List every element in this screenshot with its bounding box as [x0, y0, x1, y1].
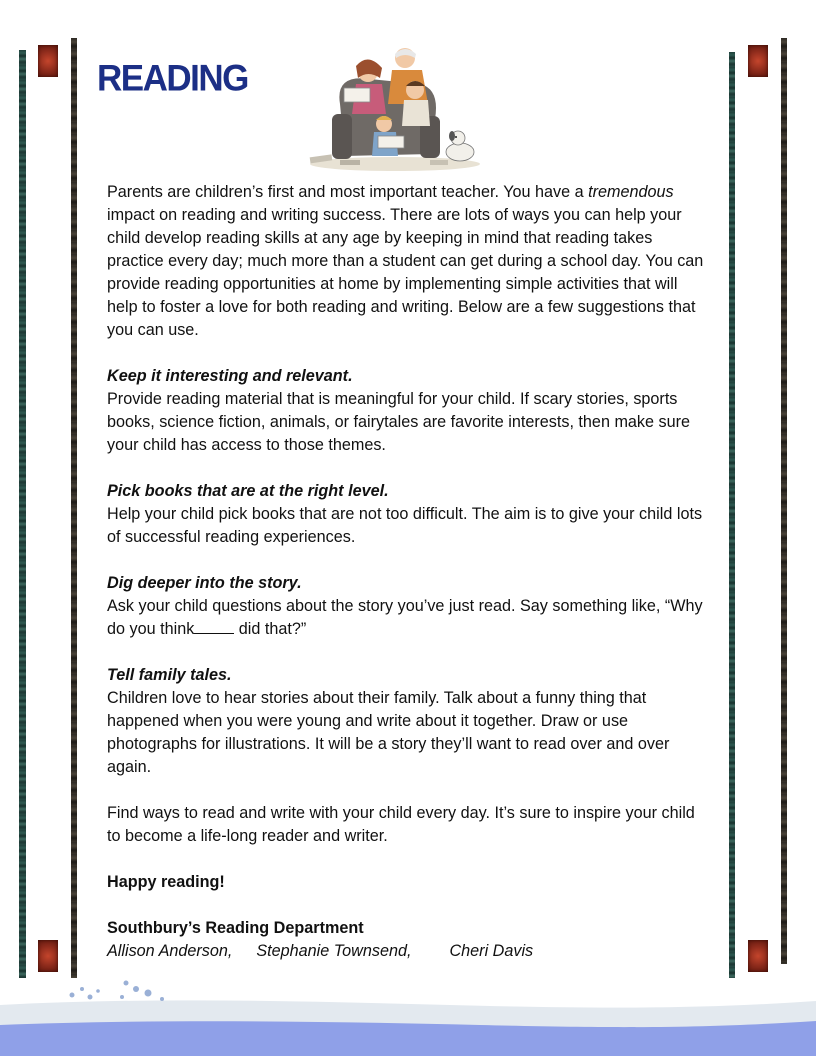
tip-heading: Pick books that are at the right level. — [107, 482, 389, 500]
department-name: Southbury’s Reading Department — [107, 919, 364, 937]
staff-name: Cheri Davis — [449, 942, 534, 960]
tip-heading: Dig deeper into the story. — [107, 574, 302, 592]
intro-emphasis: tremendous — [588, 183, 674, 201]
tip-heading: Tell family tales. — [107, 666, 232, 684]
corner-tile-bottom-right — [748, 940, 768, 972]
fill-in-blank — [194, 619, 234, 634]
sign-off: Happy reading! — [107, 873, 225, 891]
staff-names — [107, 940, 707, 963]
article-body — [107, 181, 707, 963]
tip-body: Children love to hear stories about their family. Talk about a funny thing that happened when you were young and write about it together. Draw or use photographs for illustrations. It will be a story they’ll want to read over and over again. — [107, 689, 670, 776]
staff-name: Stephanie Townsend, — [256, 942, 412, 960]
closing-paragraph: Find ways to read and write with your child every day. It’s sure to inspire your child to become a life-long reader and writer. — [107, 804, 695, 845]
tip-heading: Keep it interesting and relevant. — [107, 367, 353, 385]
bottom-wave-decoration — [0, 975, 816, 1056]
corner-tile-top-right — [748, 45, 768, 77]
corner-tile-top-left — [38, 45, 58, 77]
tip-body: Help your child pick books that are not too difficult. The aim is to give your child lots of successful reading experiences. — [107, 505, 703, 546]
corner-tile-bottom-left — [38, 940, 58, 972]
left-inner-border — [71, 38, 77, 978]
staff-name: Allison Anderson, — [107, 942, 233, 960]
tip-body: Ask your child questions about the story you’ve just read. Say something like, “Why do you think did that?” — [107, 597, 703, 638]
right-inner-border — [729, 52, 735, 978]
family-reading-illustration-icon — [300, 44, 485, 176]
tip-body: Provide reading material that is meaningful for your child. If scary stories, sports books, science fiction, animals, or fairytales are favorite interests, then make sure your child has access to those themes. — [107, 390, 691, 454]
right-outer-border — [781, 38, 787, 964]
intro-paragraph: Parents are children’s first and most important teacher. You have a tremendous impact on reading and writing success. There are lots of ways you can help your child develop reading skills at any age by keeping in mind that reading takes practice every day; much more than a student can get during a school day. You can provide reading opportunities at home by implementing simple activities that will help to foster a love for both reading and writing. Below are a few suggestions that you can use. — [107, 183, 704, 339]
left-outer-border — [19, 50, 26, 978]
page-title: READING — [97, 58, 248, 99]
